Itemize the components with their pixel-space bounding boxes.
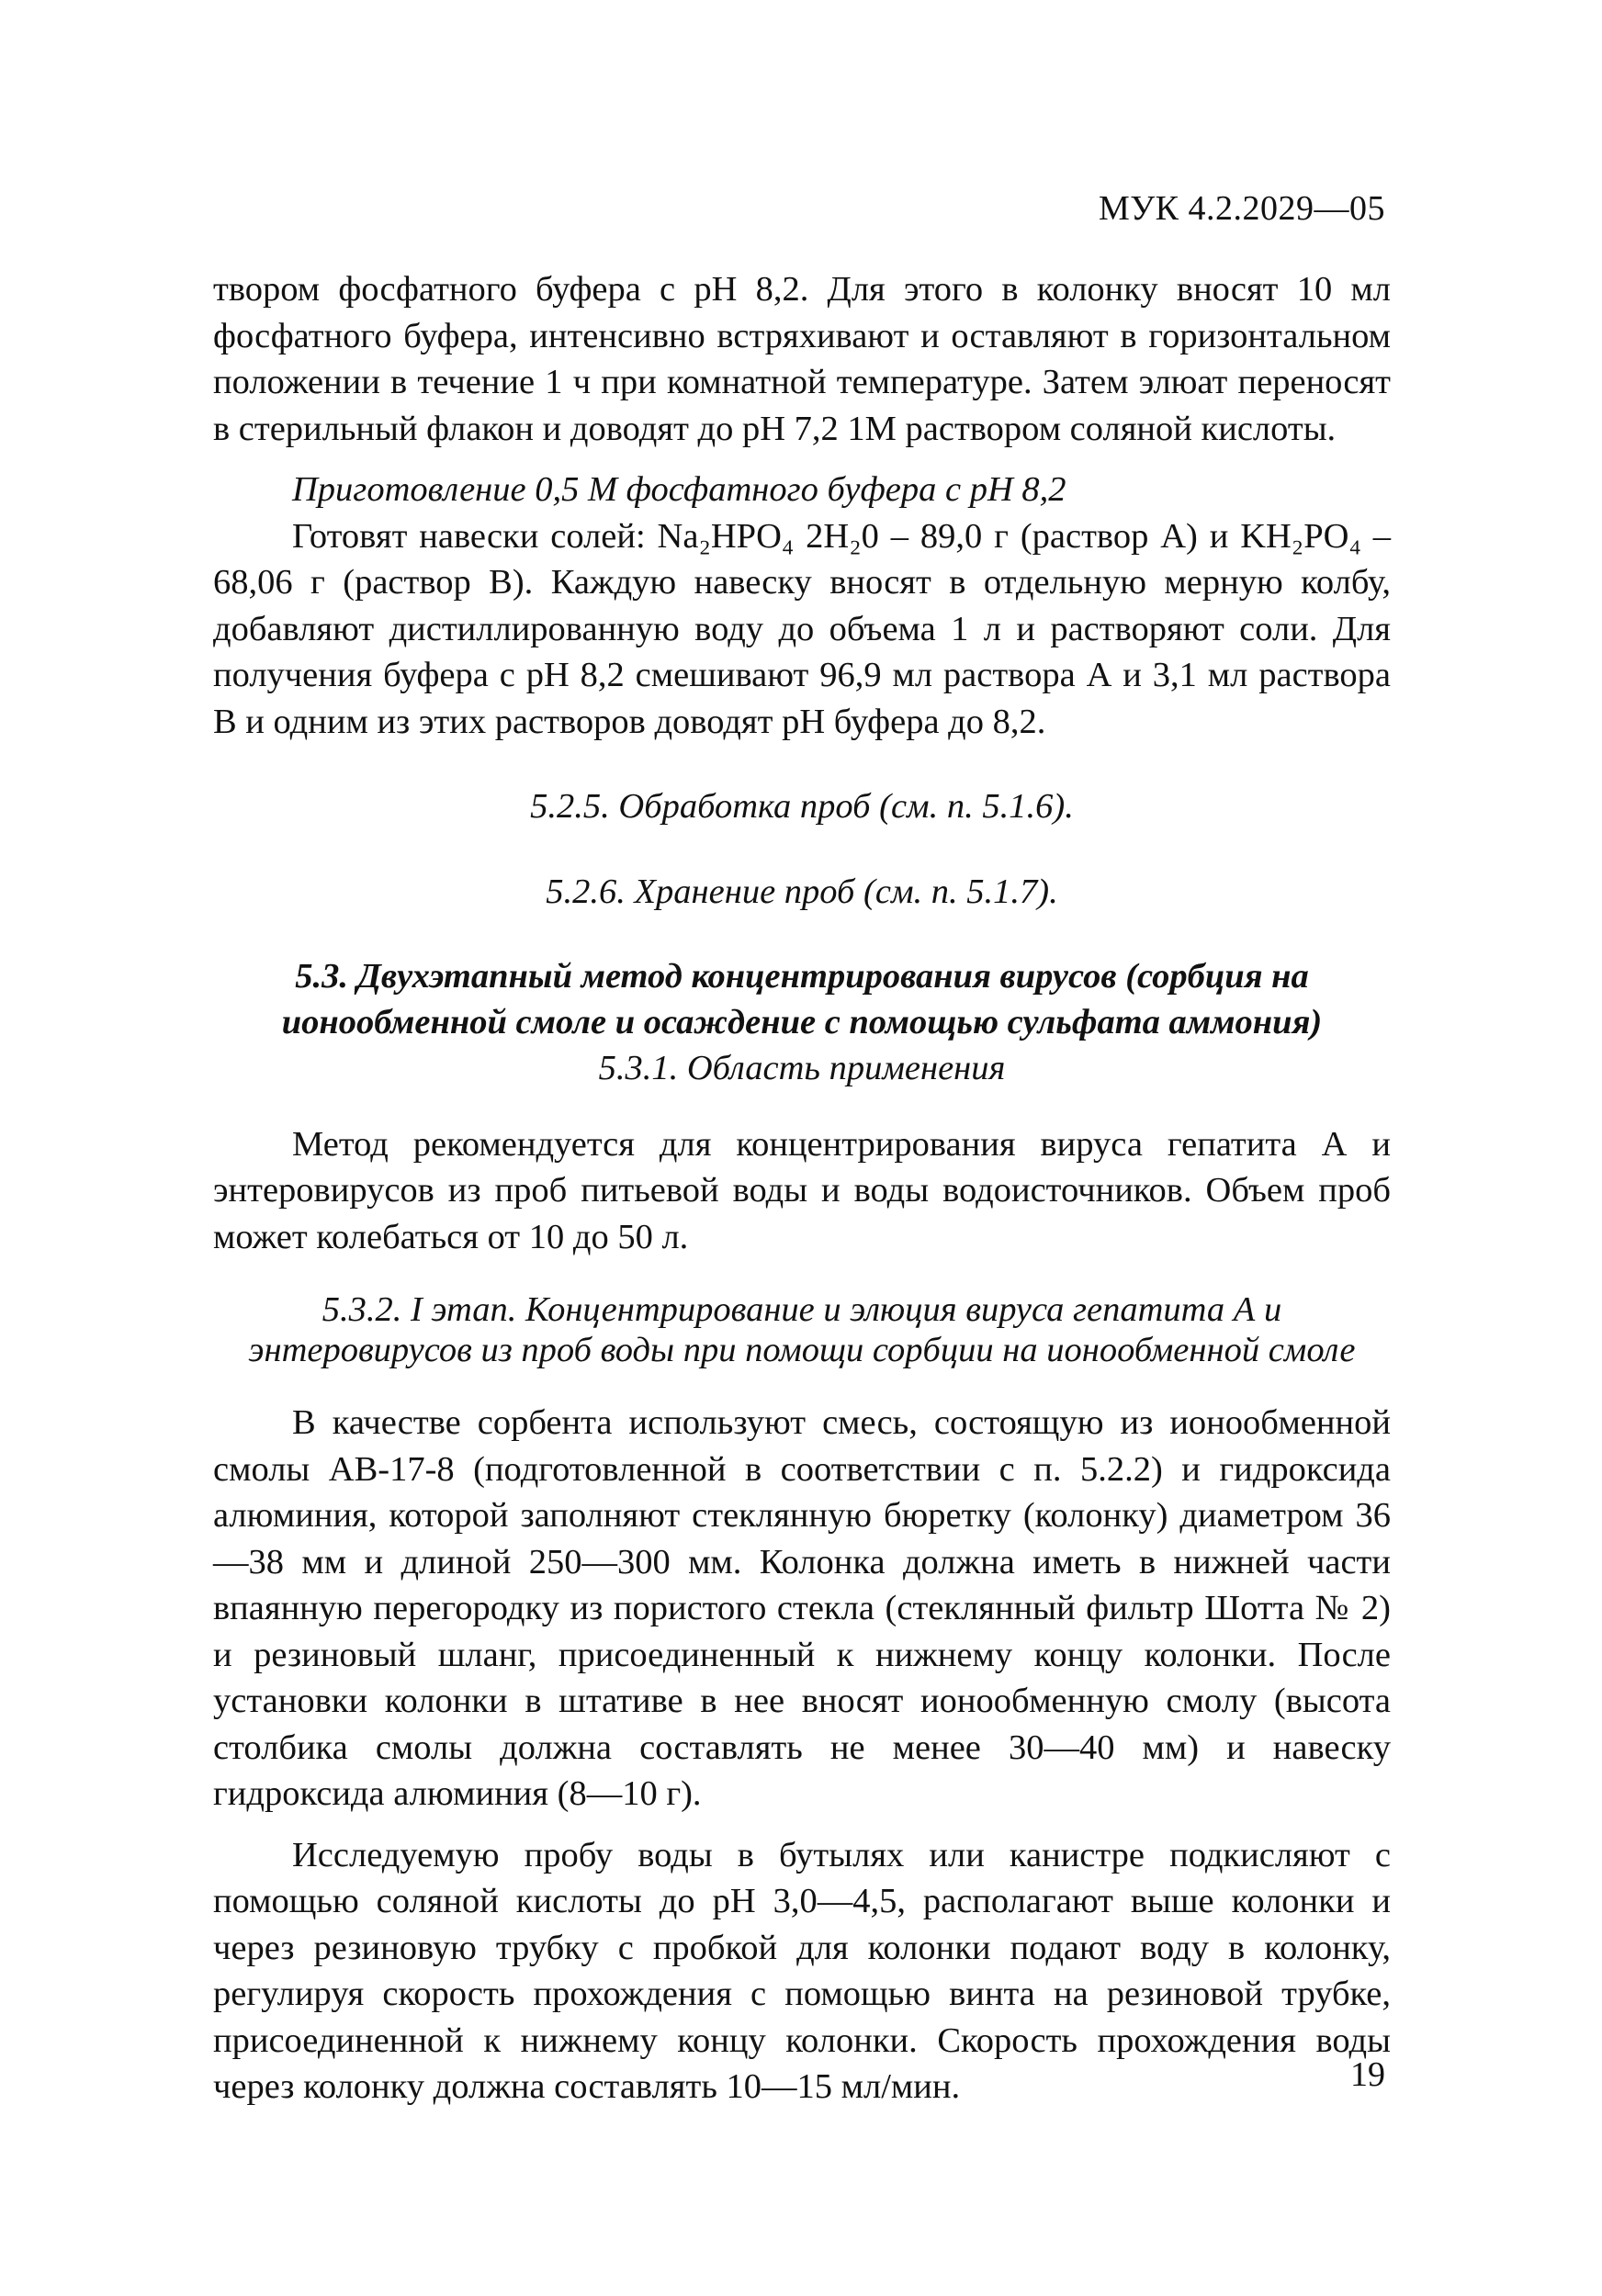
paragraph-buffer-elution: твором фосфатного буфера с рН 8,2. Для этого в колонку вносят 10 мл фосфатного буфера, интенсивно встряхивают и оставляют в горизонтальном положении в течение 1 ч при комнатной температуре. Затем элюат переносят в стерильный флакон и доводят до рН 7,2 1М раствором соляной кислоты.	[213, 270, 1391, 448]
section-5-2-5: 5.2.5. Обработка проб (см. п. 5.1.6).	[530, 787, 1074, 826]
section-5-3-heading: 5.3. Двухэтапный метод концентрирования вирусов (сорбция на ионообменной смоле и осаждение с помощью сульфата аммония)	[281, 957, 1323, 1041]
section-5-3-1: 5.3.1. Область применения	[598, 1049, 1006, 1087]
page-number: 19	[1350, 2055, 1385, 2094]
document-code-header: МУК 4.2.2029—05	[1098, 189, 1385, 228]
paragraph-method-scope: Метод рекомендуется для концентрирования вируса гепатита А и энтеровирусов из проб питьевой воды и воды водоисточников. Объем проб может колебаться от 10 до 50 л.	[213, 1124, 1391, 1256]
paragraph-buffer-preparation: Готовят навески солей: Na₂HPO₄ 2H₂0 – 89,0 г (раствор А) и KH₂PO₄ – 68,06 г (раствор В). Каждую навеску вносят в отдельную мерную колбу, добавляют дистиллированную воду до объема 1 л и растворяют соли. Для получения буфера с рН 8,2 смешивают 96,9 мл раствора А и 3,1 мл раствора В и одним из этих растворов доводят рН буфера до 8,2.	[213, 516, 1391, 741]
page-body	[213, 266, 1391, 2110]
paragraph-sample-processing: Исследуемую пробу воды в бутылях или канистре подкисляют с помощью соляной кислоты до рН 3,0—4,5, располагают выше колонки и через резиновую трубку с пробкой для колонки подают воду в колонку, регулируя скорость прохождения с помощью винта на резиновой трубке, присоединенной к нижнему концу колонки. Скорость прохождения воды через колонку должна составлять 10—15 мл/мин.	[213, 1835, 1391, 2106]
subheading-buffer-preparation: Приготовление 0,5 М фосфатного буфера с рН 8,2	[292, 470, 1066, 509]
section-5-3-2: 5.3.2. I этап. Концентрирование и элюция вируса гепатита А и энтеровирусов из проб воды при помощи сорбции на ионообменной смоле	[248, 1290, 1356, 1369]
paragraph-sorbent: В качестве сорбента используют смесь, состоящую из ионообменной смолы АВ-17-8 (подготовленной в соответствии с п. 5.2.2) и гидроксида алюминия, которой заполняют стеклянную бюретку (колонку) диаметром 36—38 мм и длиной 250—300 мм. Колонка должна иметь в нижней части впаянную перегородку из пористого стекла (стеклянный фильтр Шотта № 2) и резиновый шланг, присоединенный к нижнему концу колонки. После установки колонки в штативе в нее вносят ионообменную смолу (высота столбика смолы должна составлять не менее 30—40 мм) и навеску гидроксида алюминия (8—10 г).	[213, 1403, 1391, 1813]
section-5-2-6: 5.2.6. Хранение проб (см. п. 5.1.7).	[546, 872, 1058, 911]
